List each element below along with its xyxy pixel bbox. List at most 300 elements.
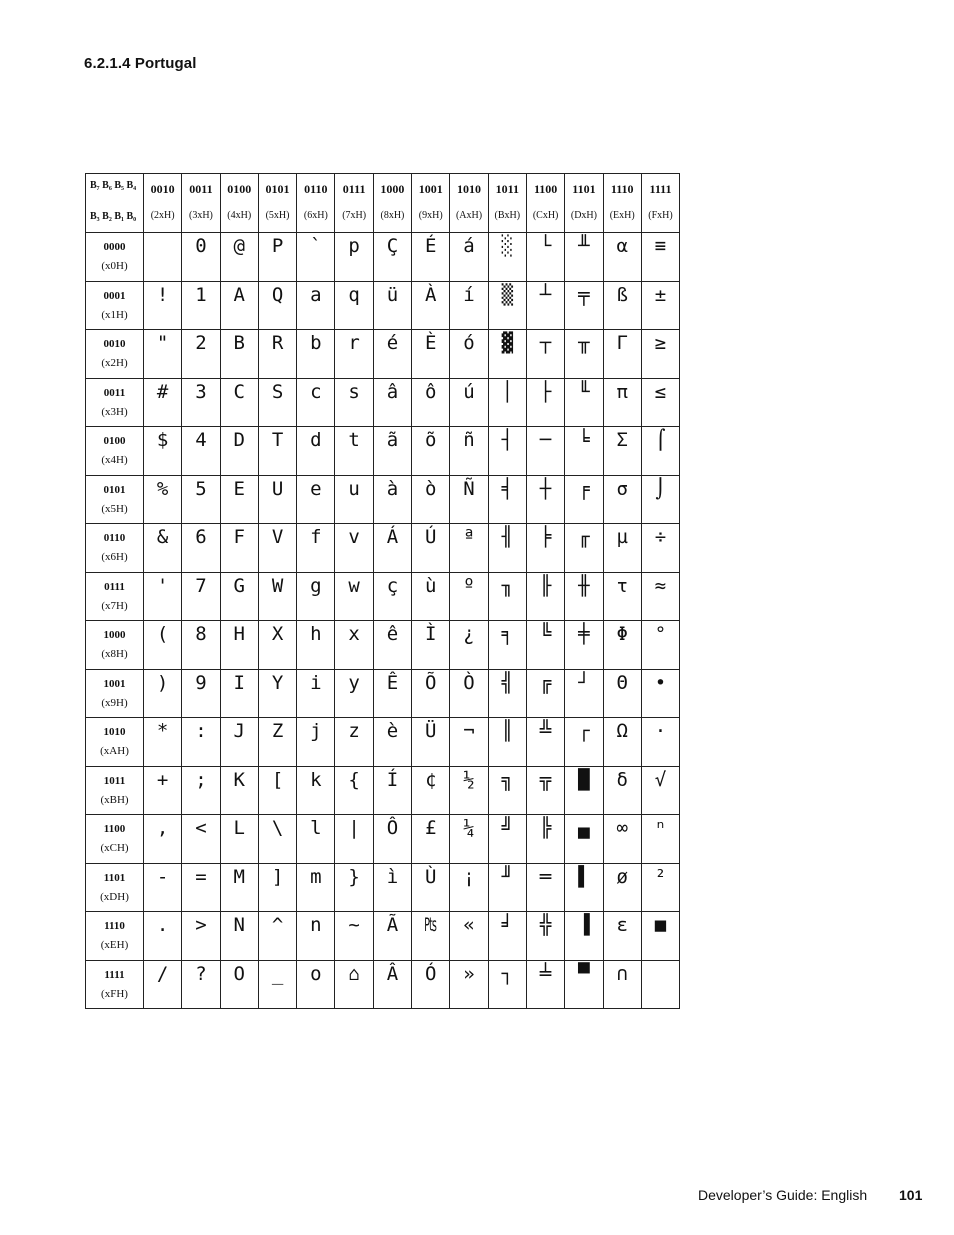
char-cell: [373, 427, 411, 476]
char-cell: [335, 378, 373, 427]
char-cell: [258, 330, 296, 379]
row-hex: (x0H): [101, 260, 128, 272]
char-cell: [565, 815, 603, 864]
row-bits: 1101: [103, 871, 126, 884]
char-glyph: Á: [386, 526, 399, 548]
char-cell: [641, 378, 679, 427]
char-glyph: Ñ: [463, 477, 475, 500]
char-glyph: ú: [463, 380, 475, 403]
char-cell: [297, 863, 335, 912]
char-cell: [335, 233, 373, 282]
char-glyph: ¼: [463, 817, 475, 839]
char-glyph: █: [578, 768, 590, 791]
row-bits: 0101: [103, 483, 126, 496]
char-glyph: ▄: [578, 817, 590, 839]
char-cell: [144, 960, 182, 1009]
char-glyph: â: [386, 380, 399, 403]
char-cell: [641, 233, 679, 282]
char-cell: [335, 669, 373, 718]
char-glyph: ╖: [501, 574, 514, 597]
char-cell: [220, 427, 258, 476]
char-cell: [526, 475, 564, 524]
char-cell: [603, 718, 641, 767]
column-header: [526, 174, 564, 233]
row-header: [86, 718, 144, 767]
column-bits: 1011: [495, 182, 519, 196]
char-cell: [373, 669, 411, 718]
row-header: [86, 863, 144, 912]
char-glyph: ß: [616, 283, 628, 306]
column-bits: 0011: [189, 182, 213, 196]
row-header: [86, 378, 144, 427]
char-cell: [144, 572, 182, 621]
row-header: [86, 427, 144, 476]
char-cell: [144, 475, 182, 524]
char-glyph: Ü: [425, 720, 437, 742]
char-glyph: ╒: [578, 477, 590, 500]
char-cell: [412, 912, 450, 961]
char-glyph: a: [310, 283, 322, 306]
char-glyph: l: [310, 817, 322, 839]
char-cell: [297, 378, 335, 427]
char-cell: [641, 815, 679, 864]
char-cell: [258, 863, 296, 912]
char-glyph: ┘: [578, 671, 590, 694]
char-cell: [412, 233, 450, 282]
char-cell: [182, 281, 220, 330]
char-cell: [258, 572, 296, 621]
char-glyph: ε: [616, 914, 628, 936]
char-cell: [220, 815, 258, 864]
table-row: [86, 863, 680, 912]
char-glyph: ∞: [616, 817, 628, 839]
char-glyph: W: [271, 574, 284, 597]
row-hex: (x7H): [101, 599, 128, 612]
char-glyph: Ò: [463, 671, 475, 694]
char-glyph: ²: [654, 865, 667, 888]
char-glyph: ≡: [654, 235, 667, 257]
bit-legend-cell: [86, 174, 144, 233]
row-hex: (xDH): [100, 890, 129, 903]
char-glyph: ═: [539, 865, 552, 888]
char-glyph: z: [348, 720, 360, 742]
char-cell: [412, 766, 450, 815]
char-cell: [526, 378, 564, 427]
char-glyph: O: [233, 962, 245, 985]
char-cell: [450, 524, 488, 573]
char-cell: [641, 475, 679, 524]
char-cell: [297, 718, 335, 767]
row-bits: 1010: [103, 726, 126, 738]
char-glyph: 5: [195, 477, 207, 500]
row-hex: (xEH): [100, 939, 129, 951]
column-header: [412, 174, 450, 233]
char-glyph: x: [348, 623, 360, 645]
char-cell: [565, 960, 603, 1009]
char-glyph: ╞: [539, 526, 552, 548]
column-hex: (BxH): [494, 210, 521, 221]
char-cell: [603, 233, 641, 282]
char-glyph: ≤: [654, 380, 667, 403]
column-hex: (5xH): [265, 210, 290, 221]
char-cell: [373, 863, 411, 912]
char-cell: [182, 475, 220, 524]
column-bits: 0101: [265, 182, 290, 196]
char-cell: [526, 718, 564, 767]
char-cell: [603, 427, 641, 476]
char-cell: [526, 330, 564, 379]
char-glyph: k: [310, 768, 322, 791]
char-glyph: j: [310, 720, 322, 742]
column-hex: (DxH): [570, 210, 597, 221]
char-glyph: ~: [348, 914, 360, 936]
char-cell: [258, 475, 296, 524]
char-glyph: c: [310, 380, 322, 403]
column-bits: 0100: [227, 182, 252, 196]
char-cell: [297, 475, 335, 524]
char-glyph: τ: [616, 574, 628, 597]
char-cell: [182, 572, 220, 621]
char-cell: [412, 815, 450, 864]
char-cell: [412, 330, 450, 379]
char-glyph: T: [271, 429, 284, 451]
row-header: [86, 766, 144, 815]
char-glyph: y: [348, 671, 360, 694]
char-cell: [297, 815, 335, 864]
char-cell: [565, 572, 603, 621]
char-glyph: #: [156, 380, 169, 403]
char-glyph: í: [463, 283, 475, 306]
table-row: [86, 330, 680, 379]
char-glyph: n: [310, 914, 322, 936]
char-glyph: •: [654, 671, 667, 694]
char-glyph: Ù: [425, 865, 437, 888]
char-cell: [450, 572, 488, 621]
char-glyph: m: [310, 865, 322, 888]
column-header: [297, 174, 335, 233]
char-cell: [297, 621, 335, 670]
char-glyph: Ç: [386, 235, 399, 257]
char-cell: [565, 378, 603, 427]
char-cell: [641, 524, 679, 573]
char-glyph: 4: [195, 429, 207, 451]
char-cell: [412, 718, 450, 767]
char-cell: [220, 281, 258, 330]
char-cell: [488, 669, 526, 718]
char-glyph: À: [425, 283, 437, 306]
char-glyph: ╩: [539, 720, 552, 742]
char-glyph: ⌠: [654, 429, 667, 451]
char-cell: [144, 524, 182, 573]
char-cell: [335, 427, 373, 476]
char-cell: [144, 330, 182, 379]
char-glyph: ±: [654, 283, 667, 306]
char-cell: [258, 621, 296, 670]
char-glyph: ╫: [578, 574, 590, 597]
char-glyph: ç: [386, 574, 399, 597]
char-glyph: ): [156, 671, 169, 694]
char-glyph: ½: [463, 768, 475, 791]
char-cell: [603, 912, 641, 961]
column-header-row: [86, 174, 680, 233]
row-bits: 1111: [104, 968, 125, 981]
char-glyph: p: [348, 235, 360, 257]
column-hex: (ExH): [609, 210, 635, 221]
char-cell: [603, 815, 641, 864]
char-cell: [412, 863, 450, 912]
char-glyph: ¡: [463, 865, 475, 888]
char-cell: [603, 572, 641, 621]
char-cell: [412, 960, 450, 1009]
column-bits: 1111: [649, 182, 672, 196]
column-hex: (4xH): [227, 210, 252, 221]
char-glyph: »: [463, 962, 475, 985]
row-hex: (x1H): [101, 308, 128, 321]
char-cell: [641, 912, 679, 961]
char-cell: [565, 524, 603, 573]
char-glyph: d: [310, 429, 322, 451]
column-bits: 0010: [150, 182, 175, 196]
char-glyph: ü: [386, 283, 399, 306]
char-glyph: «: [463, 914, 475, 936]
char-glyph: |: [348, 817, 360, 839]
char-cell: [335, 718, 373, 767]
row-header: [86, 330, 144, 379]
char-glyph: Ô: [386, 817, 399, 839]
char-cell: [258, 281, 296, 330]
char-cell: [220, 766, 258, 815]
char-glyph: ⌡: [654, 477, 667, 500]
row-hex: (x6H): [101, 551, 128, 563]
char-cell: [182, 330, 220, 379]
column-header: [603, 174, 641, 233]
char-cell: [603, 475, 641, 524]
char-glyph: ╚: [539, 623, 552, 645]
char-glyph: ╬: [539, 914, 552, 936]
char-glyph: à: [386, 477, 399, 500]
char-cell: [641, 766, 679, 815]
char-cell: [297, 281, 335, 330]
table-row: [86, 378, 680, 427]
column-hex: (6xH): [303, 210, 328, 221]
char-glyph: ò: [425, 477, 437, 500]
char-glyph: b: [310, 332, 322, 354]
char-cell: [488, 621, 526, 670]
row-bits: 0110: [103, 532, 126, 544]
char-cell: [526, 863, 564, 912]
table-row: [86, 621, 680, 670]
char-cell: [603, 524, 641, 573]
char-glyph: 6: [195, 526, 207, 548]
char-cell: [373, 524, 411, 573]
char-glyph: ª: [463, 526, 475, 548]
char-glyph: ≈: [654, 574, 667, 597]
char-cell: [450, 960, 488, 1009]
char-cell: [488, 815, 526, 864]
char-glyph: ]: [271, 865, 284, 888]
char-cell: [565, 233, 603, 282]
char-glyph: =: [195, 865, 207, 888]
table-row: [86, 427, 680, 476]
char-glyph: è: [386, 720, 399, 742]
char-glyph: 0: [195, 235, 207, 257]
char-glyph: µ: [616, 526, 628, 548]
char-cell: [450, 330, 488, 379]
char-cell: [488, 524, 526, 573]
char-glyph: ┬: [539, 332, 552, 354]
row-header: [86, 475, 144, 524]
char-cell: [335, 524, 373, 573]
char-glyph: H: [233, 623, 245, 645]
char-cell: [335, 475, 373, 524]
char-cell: [335, 766, 373, 815]
char-glyph: σ: [616, 477, 628, 500]
column-header: [144, 174, 182, 233]
char-glyph: M: [233, 865, 245, 888]
char-glyph: Z: [271, 720, 284, 742]
char-glyph: ▀: [578, 962, 590, 985]
char-cell: [297, 572, 335, 621]
char-cell: [603, 621, 641, 670]
char-glyph: 8: [195, 623, 207, 645]
char-glyph: s: [348, 380, 360, 403]
char-glyph: │: [501, 380, 514, 403]
column-header: [565, 174, 603, 233]
char-cell: [526, 281, 564, 330]
char-cell: [144, 233, 182, 282]
char-cell: [335, 863, 373, 912]
char-cell: [220, 330, 258, 379]
char-cell: [450, 863, 488, 912]
char-cell: [335, 330, 373, 379]
char-glyph: q: [348, 283, 360, 306]
char-glyph: D: [233, 429, 245, 451]
char-cell: [526, 815, 564, 864]
char-glyph: _: [271, 962, 284, 985]
char-glyph: Ì: [425, 623, 437, 645]
table-row: [86, 960, 680, 1009]
char-cell: [603, 378, 641, 427]
char-glyph: [: [271, 768, 284, 791]
char-cell: [373, 572, 411, 621]
char-cell: [412, 524, 450, 573]
char-glyph: w: [348, 574, 360, 597]
char-cell: [297, 912, 335, 961]
row-hex: (x9H): [101, 696, 128, 709]
char-glyph: Γ: [616, 332, 628, 354]
char-glyph: ╨: [578, 235, 590, 257]
row-bits: 1000: [103, 629, 126, 641]
char-cell: [258, 669, 296, 718]
char-glyph: ;: [195, 768, 207, 791]
char-glyph: {: [348, 768, 360, 791]
char-cell: [220, 669, 258, 718]
char-glyph: ⁿ: [654, 817, 667, 839]
char-glyph: !: [156, 283, 169, 306]
char-glyph: +: [156, 768, 169, 791]
char-cell: [450, 475, 488, 524]
char-cell: [182, 524, 220, 573]
column-hex: (AxH): [455, 210, 483, 221]
column-header: [641, 174, 679, 233]
char-glyph: Ã: [386, 914, 399, 936]
char-cell: [258, 912, 296, 961]
char-glyph: °: [654, 623, 667, 645]
char-glyph: K: [233, 768, 245, 791]
column-hex: (8xH): [380, 210, 405, 221]
char-glyph: ╕: [501, 623, 514, 645]
column-header: [488, 174, 526, 233]
char-glyph: Σ: [616, 429, 628, 451]
char-cell: [220, 960, 258, 1009]
char-glyph: È: [425, 332, 437, 354]
char-cell: [335, 281, 373, 330]
char-cell: [641, 621, 679, 670]
char-glyph: ┤: [501, 429, 514, 451]
column-header: [450, 174, 488, 233]
char-cell: [450, 815, 488, 864]
row-bits: 1110: [104, 920, 125, 932]
char-glyph: ^: [271, 914, 284, 936]
char-cell: [603, 669, 641, 718]
char-cell: [182, 912, 220, 961]
char-glyph: 2: [195, 332, 207, 354]
char-glyph: ╓: [578, 526, 590, 548]
char-cell: [373, 912, 411, 961]
char-cell: [450, 427, 488, 476]
char-cell: [450, 718, 488, 767]
char-glyph: ₧: [425, 914, 437, 936]
char-glyph: G: [233, 574, 245, 597]
char-cell: [258, 815, 296, 864]
char-cell: [144, 621, 182, 670]
char-cell: [182, 766, 220, 815]
char-glyph: Ω: [616, 720, 628, 742]
char-glyph: N: [233, 914, 245, 936]
char-cell: [373, 281, 411, 330]
char-glyph: ╢: [501, 526, 514, 548]
row-header: [86, 524, 144, 573]
char-glyph: √: [654, 768, 667, 791]
char-glyph: 9: [195, 671, 207, 694]
low-bits-legend: B₃ B₂ B₁ B₀: [90, 211, 137, 222]
char-cell: [412, 427, 450, 476]
char-glyph: ╥: [578, 332, 590, 354]
row-header: [86, 233, 144, 282]
char-glyph: Ê: [386, 671, 399, 694]
char-cell: [373, 475, 411, 524]
character-grid: [86, 233, 680, 1009]
char-glyph: X: [271, 623, 284, 645]
row-bits: 0001: [103, 289, 126, 302]
char-cell: [526, 669, 564, 718]
char-glyph: r: [348, 332, 360, 354]
char-glyph: ø: [616, 865, 628, 888]
row-header: [86, 669, 144, 718]
char-glyph: ·: [654, 720, 667, 742]
char-cell: [412, 281, 450, 330]
row-bits: 0100: [103, 435, 126, 447]
table-row: [86, 766, 680, 815]
char-cell: [603, 330, 641, 379]
char-cell: [603, 960, 641, 1009]
row-hex: (x4H): [101, 454, 128, 466]
char-glyph: £: [425, 817, 437, 839]
char-glyph: &: [156, 526, 169, 548]
char-glyph: `: [310, 235, 322, 257]
char-glyph: U: [271, 477, 284, 500]
char-cell: [220, 524, 258, 573]
